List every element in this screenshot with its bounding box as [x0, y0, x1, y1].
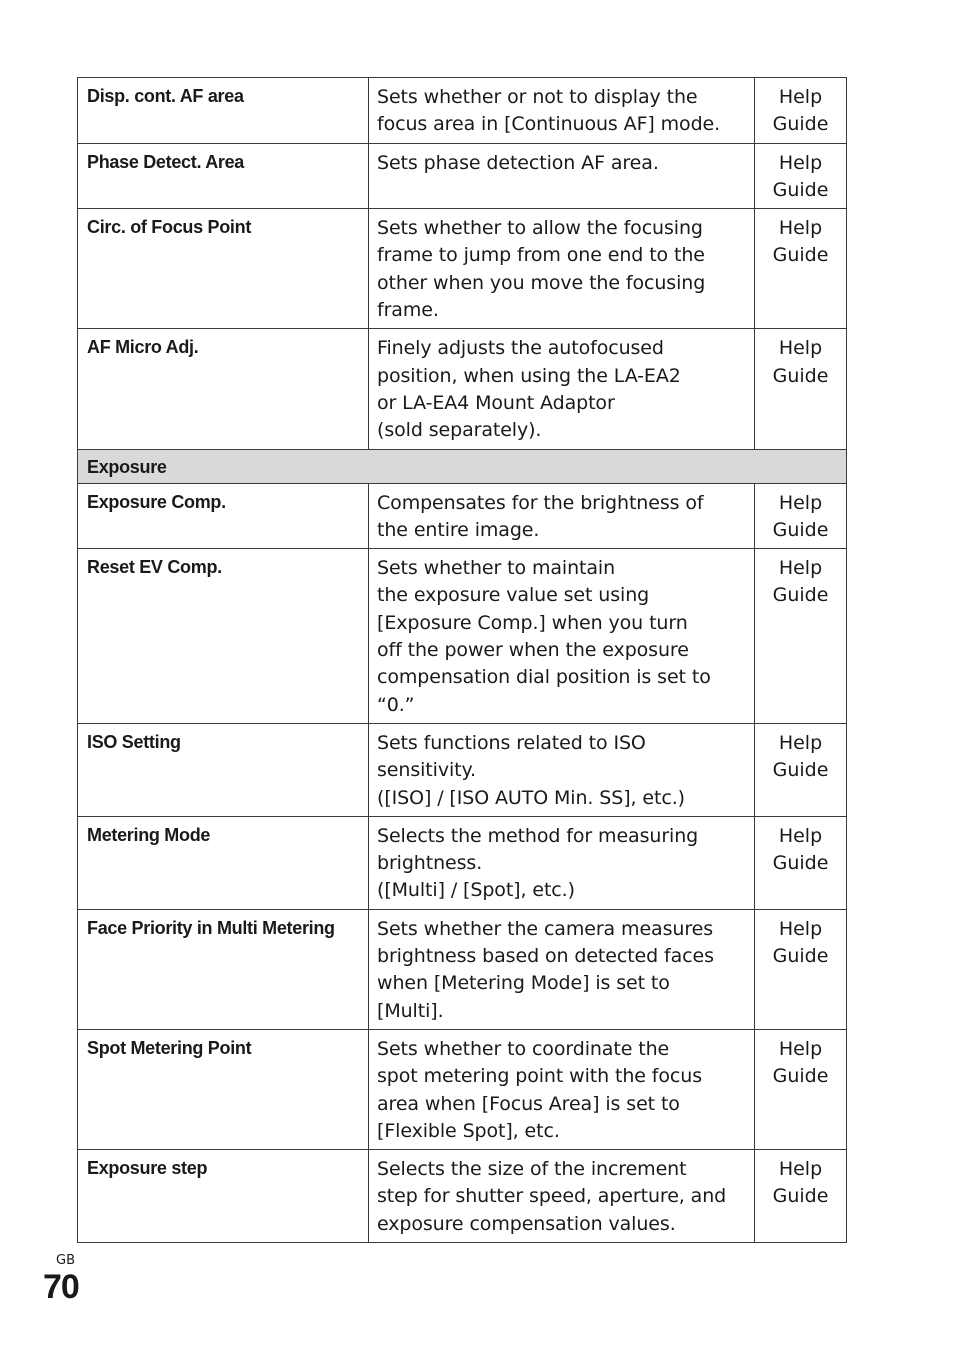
help-guide-reference [755, 549, 847, 724]
help-guide-text: Guide [772, 584, 829, 607]
description-line: other when you move the focusing [377, 271, 706, 294]
table-row [78, 816, 847, 909]
help-guide-text: Help [778, 337, 823, 360]
page-number: 70 [43, 1268, 79, 1306]
table-row [78, 549, 847, 724]
table-row [78, 1029, 847, 1149]
table-row [78, 143, 847, 209]
table-row [78, 329, 847, 449]
setting-name: Metering Mode [78, 816, 369, 909]
help-guide-text: Guide [772, 852, 829, 875]
help-guide-text: Help [778, 491, 823, 514]
description-line: [Flexible Spot], etc. [377, 1119, 560, 1142]
help-guide-text: Guide [772, 178, 829, 201]
help-guide-text: Guide [772, 113, 829, 136]
help-guide-text: Help [778, 731, 823, 754]
table-row [78, 483, 847, 549]
description-line: Finely adjusts the autofocused [377, 337, 664, 360]
menu-settings-table [77, 77, 847, 1243]
setting-name: Spot Metering Point [78, 1029, 369, 1149]
help-guide-text: Guide [772, 1065, 829, 1088]
description-line: Sets whether or not to display the [377, 86, 698, 108]
description-line: ([ISO] / [ISO AUTO Min. SS], etc.) [377, 786, 685, 809]
help-guide-text: Help [778, 151, 823, 174]
help-guide-text: Help [778, 217, 823, 240]
help-guide-text: Help [778, 557, 823, 580]
help-guide-reference [755, 143, 847, 209]
help-guide-text: Guide [772, 1185, 829, 1208]
help-guide-text: Help [778, 1037, 823, 1060]
setting-name: Phase Detect. Area [78, 143, 369, 209]
description-line: Sets whether to maintain [377, 557, 616, 580]
help-guide-reference [755, 723, 847, 816]
setting-name: Exposure step [78, 1150, 369, 1243]
description-line: Selects the method for measuring [377, 824, 699, 847]
section-title: Exposure [78, 449, 847, 483]
setting-name: Circ. of Focus Point [78, 209, 369, 329]
description-line: off the power when the exposure [377, 639, 689, 662]
description-line: Selects the size of the increment [377, 1158, 687, 1181]
table-row [78, 723, 847, 816]
help-guide-reference [755, 329, 847, 449]
description-line: when [Metering Mode] is set to [377, 972, 670, 995]
description-line: [Multi]. [377, 999, 444, 1022]
description-line: sensitivity. [377, 759, 476, 782]
description-line: ([Multi] / [Spot], etc.) [377, 879, 575, 902]
help-guide-reference [755, 78, 847, 144]
description-line: focus area in [Continuous AF] mode. [377, 113, 721, 136]
setting-description [369, 549, 755, 724]
setting-description [369, 1150, 755, 1243]
description-line: or LA-EA4 Mount Adaptor [377, 391, 615, 414]
help-guide-reference [755, 1150, 847, 1243]
description-line: the exposure value set using [377, 584, 650, 607]
description-line: Sets whether the camera measures [377, 917, 714, 940]
description-line: compensation dial position is set to [377, 666, 711, 689]
setting-name: Reset EV Comp. [78, 549, 369, 724]
setting-description [369, 483, 755, 549]
help-guide-reference [755, 209, 847, 329]
description-line: Sets whether to allow the focusing [377, 217, 703, 240]
description-line: area when [Focus Area] is set to [377, 1092, 680, 1115]
help-guide-text: Help [778, 917, 823, 940]
help-guide-reference [755, 909, 847, 1029]
setting-description [369, 329, 755, 449]
help-guide-text: Help [778, 1158, 823, 1181]
table-body-exposure [78, 483, 847, 1242]
setting-name: AF Micro Adj. [78, 329, 369, 449]
description-line: frame. [377, 299, 439, 322]
description-line: brightness based on detected faces [377, 945, 714, 968]
help-guide-text: Guide [772, 364, 829, 387]
description-line: [Exposure Comp.] when you turn [377, 611, 688, 634]
description-line: frame to jump from one end to the [377, 244, 705, 267]
description-line: the entire image. [377, 518, 540, 541]
section-header-row [78, 449, 847, 483]
language-code: GB [56, 1253, 75, 1268]
setting-name: ISO Setting [78, 723, 369, 816]
help-guide-text: Guide [772, 759, 829, 782]
setting-description [369, 78, 755, 144]
table-row [78, 78, 847, 144]
description-line: Compensates for the brightness of [377, 491, 704, 514]
setting-description [369, 143, 755, 209]
setting-description [369, 909, 755, 1029]
help-guide-reference [755, 1029, 847, 1149]
setting-name: Exposure Comp. [78, 483, 369, 549]
description-line: exposure compensation values. [377, 1212, 676, 1235]
setting-description [369, 723, 755, 816]
table-body-exposure-header [78, 449, 847, 483]
description-line: brightness. [377, 852, 483, 875]
table-row [78, 1150, 847, 1243]
description-line: Sets phase detection AF area. [377, 151, 659, 174]
table-row [78, 909, 847, 1029]
table-body-focus [78, 78, 847, 450]
description-line: “0.” [377, 693, 415, 716]
help-guide-text: Guide [772, 945, 829, 968]
description-line: spot metering point with the focus [377, 1065, 703, 1088]
description-line: (sold separately). [377, 419, 542, 442]
description-line: Sets functions related to ISO [377, 731, 646, 754]
setting-name: Face Priority in Multi Metering [78, 909, 369, 1029]
help-guide-text: Guide [772, 518, 829, 541]
setting-description [369, 209, 755, 329]
help-guide-text: Help [778, 824, 823, 847]
help-guide-reference [755, 483, 847, 549]
setting-description [369, 1029, 755, 1149]
help-guide-reference [755, 816, 847, 909]
description-line: position, when using the LA-EA2 [377, 364, 681, 387]
help-guide-text: Help [778, 86, 823, 108]
description-line: Sets whether to coordinate the [377, 1037, 670, 1060]
table-row [78, 209, 847, 329]
setting-description [369, 816, 755, 909]
description-line: step for shutter speed, aperture, and [377, 1185, 727, 1208]
help-guide-text: Guide [772, 244, 829, 267]
setting-name: Disp. cont. AF area [78, 78, 369, 144]
